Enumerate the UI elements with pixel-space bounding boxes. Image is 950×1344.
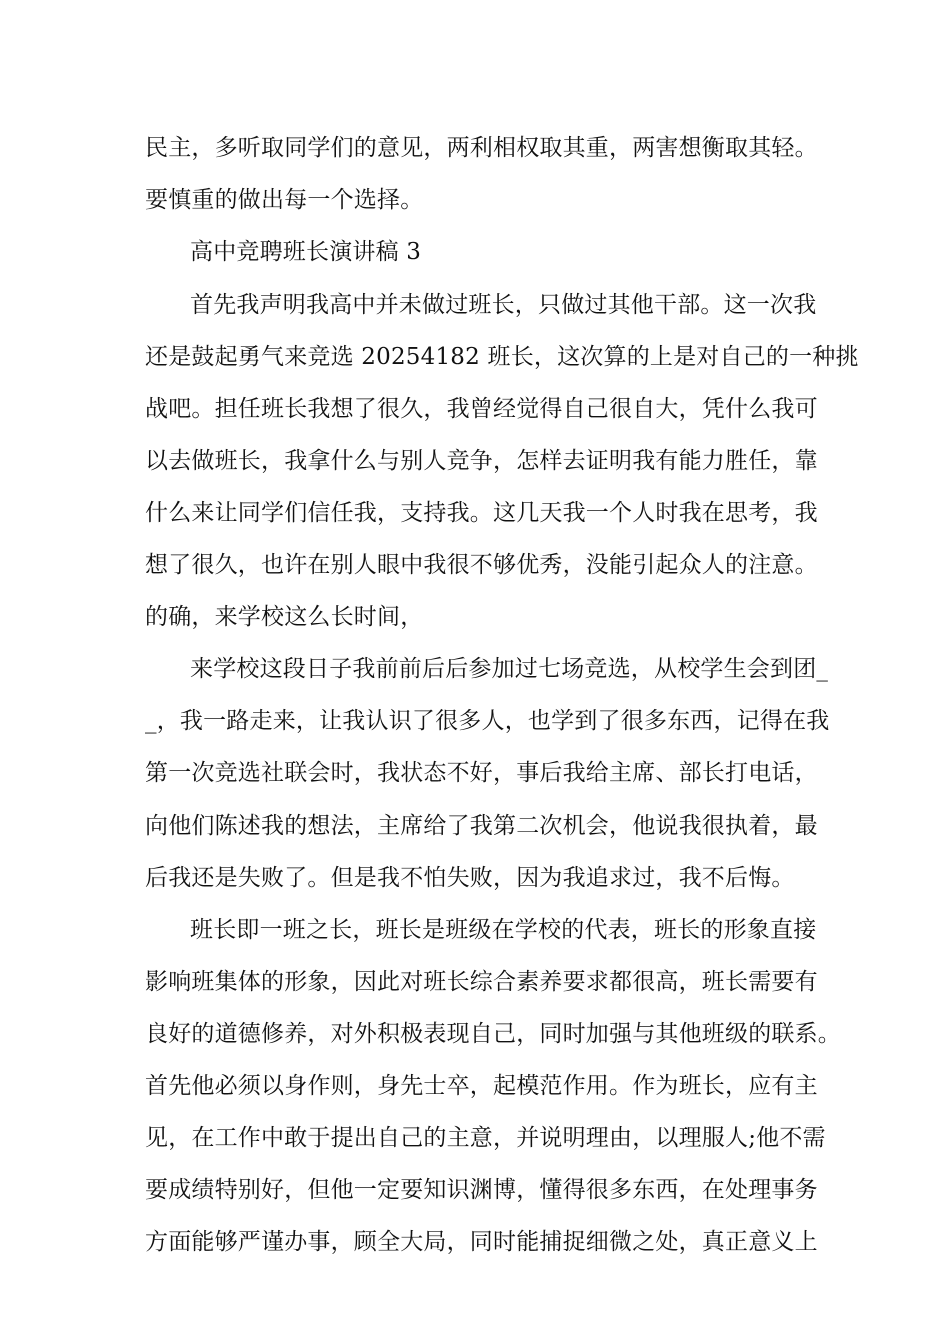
text-line: 想了很久，也许在别人眼中我很不够优秀，没能引起众人的注意。 xyxy=(145,552,818,578)
section-heading: 高中竞聘班长演讲稿 3 xyxy=(190,239,422,265)
text-line: 影响班集体的形象，因此对班长综合素养要求都很高，班长需要有 xyxy=(145,969,818,995)
text-line: 良好的道德修养，对外积极表现自己，同时加强与其他班级的联系。 xyxy=(145,1021,841,1047)
text-line: 要成绩特别好，但他一定要知识渊博，懂得很多东西，在处理事务 xyxy=(145,1177,818,1203)
text-line: 后我还是失败了。但是我不怕失败，因为我追求过，我不后悔。 xyxy=(145,865,795,891)
text-line: 以去做班长，我拿什么与别人竞争，怎样去证明我有能力胜任，靠 xyxy=(145,448,818,474)
text-line: 还是鼓起勇气来竞选 20254182 班长，这次算的上是对自己的一种挑 xyxy=(145,344,859,370)
text-line: 首先他必须以身作则，身先士卒，起模范作用。作为班长，应有主 xyxy=(145,1073,818,1099)
text-line: 的确，来学校这么长时间， xyxy=(145,604,424,630)
text-line: 什么来让同学们信任我，支持我。这几天我一个人时我在思考，我 xyxy=(145,500,818,526)
text-line: 方面能够严谨办事，顾全大局，同时能捕捉细微之处，真正意义上 xyxy=(145,1229,818,1255)
text-line: 战吧。担任班长我想了很久，我曾经觉得自己很自大，凭什么我可 xyxy=(145,396,818,422)
text-line: 向他们陈述我的想法，主席给了我第二次机会，他说我很执着，最 xyxy=(145,813,818,839)
text-line: 要慎重的做出每一个选择。 xyxy=(145,187,424,213)
text-line: 第一次竞选社联会时，我状态不好，事后我给主席、部长打电话， xyxy=(145,760,818,786)
text-line: 首先我声明我高中并未做过班长，只做过其他干部。这一次我 xyxy=(190,292,817,318)
text-line: 见，在工作中敢于提出自己的主意，并说明理由，以理服人;他不需 xyxy=(145,1125,826,1151)
text-line: 民主，多听取同学们的意见，两利相权取其重，两害想衡取其轻。 xyxy=(145,135,818,161)
text-line: _，我一路走来，让我认识了很多人，也学到了很多东西，记得在我 xyxy=(145,708,830,734)
text-line: 来学校这段日子我前前后后参加过七场竞选，从校学生会到团_ xyxy=(190,656,829,682)
text-line: 班长即一班之长，班长是班级在学校的代表，班长的形象直接 xyxy=(190,917,817,943)
